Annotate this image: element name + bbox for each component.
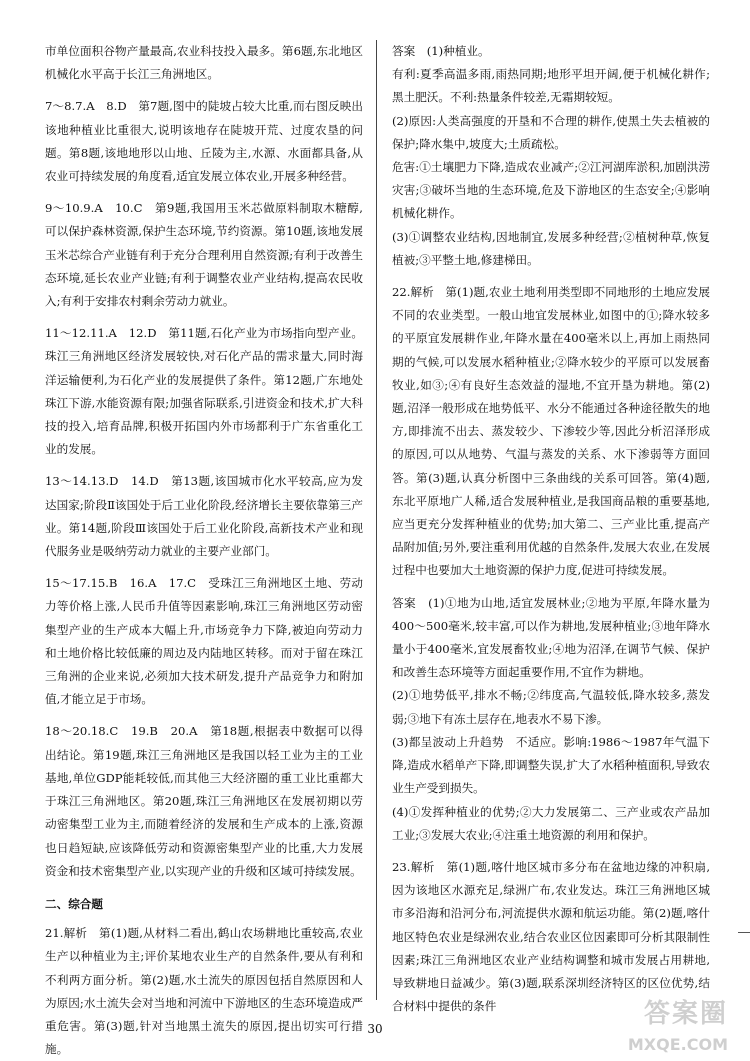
paragraph-q21-answer-1: 答案 (1)种植业。 (392, 44, 490, 58)
paragraph-q23-analysis: 23.解析 第(1)题,喀什地区城市多分布在盆地边缘的冲积扇,因为该地区水源充足,绿洲广布,农业发达。珠江三角洲地区城市多沿海和沿河分布,河流提供水源和航运功能。第(2)题,喀什地区特色农业是绿洲农业,结合农业区位因素即可分析其限制性因素;珠江三角洲地区农业产业结构调整和城市发展占用耕地,导致耕地日益减少。第(3)题,联系深圳经济特区的区位优势,结合材料中提供的条件 (392, 859, 710, 1014)
right-column (392, 40, 710, 1018)
paragraph-q21-analysis: 21.解析 第(1)题,从材料二看出,鹤山农场耕地比重较高,农业生产以种植业为主;评价某地农业生产的自然条件,要从有利和不利两方面分析。第(2)题,水土流失的原因包括自然原因和人为原因;水土流失会对当地和河流中下游地区的生态环境造成严重危害。第(3)题,针对当地黑土流失的原因,提出切实可行措施。 (45, 926, 363, 1057)
paragraph-q21-answer-5: (3)①调整农业结构,因地制宜,发展多种经营;②植树种草,恢复植被;③平整土地,修建梯田。 (392, 229, 710, 267)
paragraph-q22-answer-3: (3)都呈波动上升趋势 不适应。影响:1986～1987年气温下降,造成水稻单产下降,即调整失误,扩大了水稻种植面积,导致农业生产受到损失。 (392, 734, 710, 796)
paragraph-q21-answer-2: 有利:夏季高温多雨,雨热同期;地形平坦开阔,便于机械化耕作;黑土肥沃。不利:热量条件较差,无霜期较短。 (392, 67, 710, 105)
paragraph-q9-10: 9～10.9.A 10.C 第9题,我国用玉米芯做原料制取木糖醇,可以保护森林资源,保护生态环境,节约资源。第10题,该地发展玉米芯综合产业链有利于充分合理利用自然资源;有利于改善生态环境,延长农业产业链;有利于调整农业产业结构,提高农民收入;有利于安排农村剩余劳动力就业。 (45, 201, 363, 309)
paragraph-q21-answer-3: (2)原因:人类高强度的开垦和不合理的耕作,使黑土失去植被的保护;降水集中,坡度大;土质疏松。 (392, 113, 710, 151)
paragraph-intro: 市单位面积谷物产量最高,农业科技投入最多。第6题,东北地区机械化水平高于长江三角洲地区。 (45, 44, 363, 82)
paragraph-q21-answer-4: 危害:①土壤肥力下降,造成农业减产;②江河湖库淤积,加剧洪涝灾害;③破坏当地的生态环境,危及下游地区的生态安全;④影响机械化耕作。 (392, 160, 710, 221)
paragraph-q13-14: 13～14.13.D 14.D 第13题,该国城市化水平较高,应为发达国家;阶段Ⅱ该国处于后工业化阶段,经济增长主要依靠第三产业。第14题,阶段Ⅲ该国处于后工业化阶段,高新技术产业和现代服务业是吸纳劳动力就业的主要产业部门。 (45, 474, 363, 559)
paragraph-q22-answer-4: (4)①发挥种植业的优势;②大力发展第二、三产业或农产品加工业;③发展大农业;④注重土地资源的利用和保护。 (392, 804, 710, 842)
paragraph-q22-analysis: 22.解析 第(1)题,农业土地利用类型即不同地形的土地应发展不同的农业类型。一般山地宜发展林业,如图中的①;降水较多的平原宜发展耕作业,年降水量在400毫米以上,再加上雨热同期的气候,可以发展水稻种植业;②降水较少的平原可以发展畜牧业,如③;④有良好生态效益的湿地,不宜开垦为耕地。第(2)题,沼泽一般形成在地势低平、水分不能通过各种途径散失的地方,即排流不出去、蒸发较少、下渗较少等,因此分析沼泽形成的原因,可以从地势、气温与蒸发的关系、水下渗弱等方面回答。第(3)题,认真分析图中三条曲线的关系可回答。第(4)题,东北平原地广人稀,适合发展种植业,是我国商品粮的重要基地,应当更充分发挥种植业的优势;加大第二、三产业比重,提高产品附加值;另外,要注重利用优越的自然条件,发展大农业,在发展过程中也要加大土地资源的保护力度,促进可持续发展。 (392, 285, 710, 578)
watermark-title: 答案圈 (643, 999, 728, 1029)
paragraph-q7-8: 7～8.7.A 8.D 第7题,图中的陡坡占较大比重,而右图反映出该地种植业比重很大,说明该地存在陡坡开荒、过度农垦的问题。第8题,该地地形以山地、丘陵为主,水源、水面都具备,从农业可持续发展的角度看,适宜发展立体农业,开展多种经营。 (45, 99, 363, 184)
paragraph-q18-20: 18～20.18.C 19.B 20.A 第18题,根据表中数据可以得出结论。第19题,珠江三角洲地区是我国以轻工业为主的工业基地,单位GDP能耗较低,而其他三大经济圈的重工业比重都大于珠江三角洲地区。第20题,珠江三角洲地区在发展初期以劳动密集型工业为主,而随着经济的发展和生产成本的上涨,资源也日趋短缺,应该降低劳动和资源密集型产业的比重,大力发展资金和技术密集型产业,以实现产业的升级和区域可持续发展。 (45, 724, 363, 878)
paragraph-q11-12: 11～12.11.A 12.D 第11题,石化产业为市场指向型产业。珠江三角洲地区经济发展较快,对石化产品的需求量大,同时海洋运输便利,为石化产业的发展提供了条件。第12题,广东地处珠江下游,水能资源有限;加强省际联系,引进资金和技术,扩大科技的投入,培育品牌,积极开拓国内外市场都利于广东省重化工业的发展。 (45, 326, 363, 457)
watermark-logo (553, 999, 728, 1054)
left-column (45, 40, 363, 1061)
page-number: 30 (367, 1022, 383, 1036)
section-title: 二、综合题 (45, 896, 103, 911)
paragraph-q15-17: 15～17.15.B 16.A 17.C 受珠江三角洲地区土地、劳动力等价格上涨,人民币升值等因素影响,珠江三角洲地区劳动密集型产业的生产成本大幅上升,市场竞争力下降,被迫向劳动力和土地价格比较低廉的周边及内陆地区转移。而对于留在珠江三角洲的企业来说,必须加大技术研发,提升产品竞争力和附加值,才能立足于市场。 (45, 576, 363, 707)
watermark-url: MXQE.COM (627, 1035, 728, 1054)
paragraph-q22-answer-1: 答案 (1)①地为山地,适宜发展林业;②地为平原,年降水量为400～500毫米,较丰富,可以作为耕地,发展种植业;③地年降水量小于400毫米,宜发展畜牧业;④地为沼泽,在调节气候、保护和改善生态环境等方面起重要作用,不宜作为耕地。 (392, 595, 710, 680)
paragraph-q22-answer-2: (2)①地势低平,排水不畅;②纬度高,气温较低,降水较多,蒸发弱;③地下有冻土层存在,地表水不易下渗。 (392, 688, 710, 726)
margin-tick (738, 932, 750, 933)
column-divider (376, 40, 377, 1000)
